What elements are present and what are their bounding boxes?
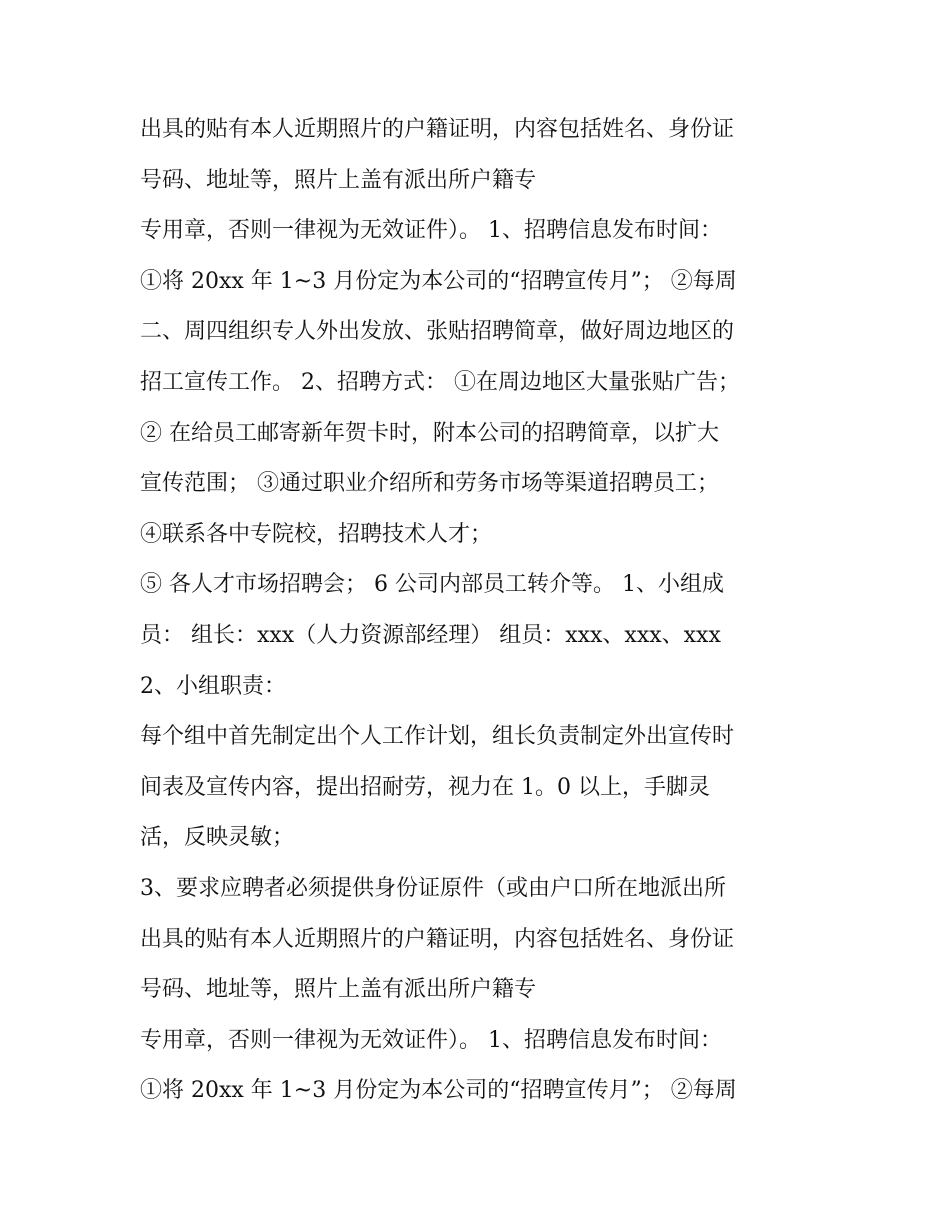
text-line: ⑤ 各人才市场招聘会； 6 公司内部员工转介等。 1、小组成 [140,572,724,598]
text-line: 间表及宣传内容，提出招耐劳，视力在 1。0 以上，手脚灵 [140,774,710,800]
text-line: ② 在给员工邮寄新年贺卡时，附本公司的招聘简章，以扩大 [140,420,719,446]
text-line: 2、小组职责： [140,673,286,699]
text-line: 二、周四组织专人外出发放、张贴招聘简章，做好周边地区的 [140,319,735,345]
text-line: 号码、地址等，照片上盖有派出所户籍专 [140,977,537,1003]
text-line: 出具的贴有本人近期照片的户籍证明，内容包括姓名、身份证 [140,117,735,142]
text-line: 员： 组长：xxx（人力资源部经理） 组员：xxx、xxx、xxx [140,622,721,648]
document-body [140,105,830,1117]
text-line: ①将 20xx 年 1~3 月份定为本公司的“招聘宣传月”； ②每周 [140,1078,737,1104]
text-line: 专用章，否则一律视为无效证件）。 1、招聘信息发布时间： [140,1027,722,1053]
text-line: 宣传范围； ③通过职业介绍所和劳务市场等渠道招聘员工； [140,471,719,497]
text-line: 招工宣传工作。 2、招聘方式： ①在周边地区大量张贴广告； [140,369,740,395]
text-line: ④联系各中专院校，招聘技术人才； [140,521,493,547]
text-line: 每个组中首先制定出个人工作计划，组长负责制定外出宣传时 [140,724,735,750]
text-line: 号码、地址等，照片上盖有派出所户籍专 [140,167,537,193]
text-line: 出具的贴有本人近期照片的户籍证明，内容包括姓名、身份证 [140,926,735,952]
text-line: 3、要求应聘者必须提供身份证原件（或由户口所在地派出所 [140,875,726,901]
text-line: ①将 20xx 年 1~3 月份定为本公司的“招聘宣传月”； ②每周 [140,268,737,294]
text-line: 专用章，否则一律视为无效证件）。 1、招聘信息发布时间： [140,218,722,244]
text-line: 活，反映灵敏； [140,825,295,851]
